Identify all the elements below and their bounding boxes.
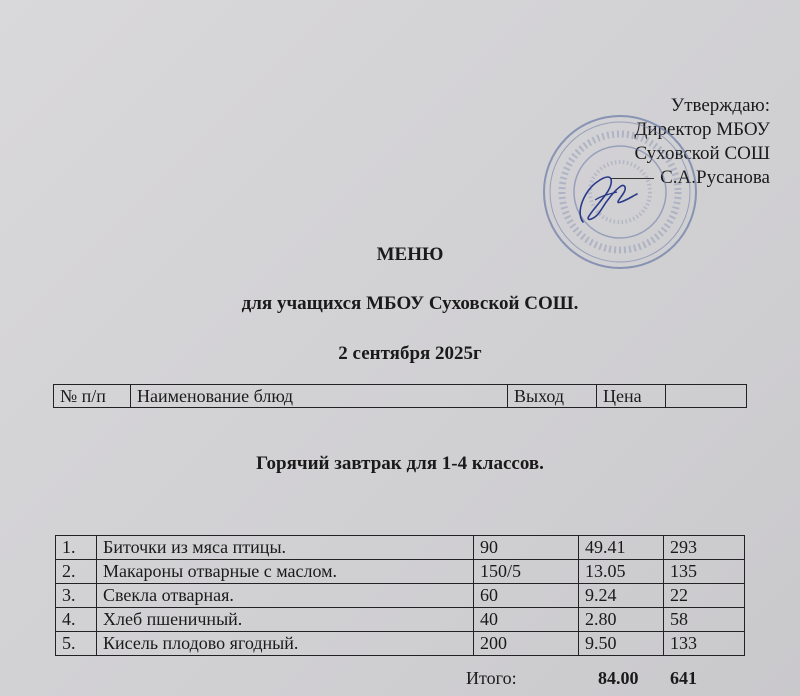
item-num: 4. — [56, 608, 97, 632]
item-price: 2.80 — [579, 608, 664, 632]
item-price: 13.05 — [579, 560, 664, 584]
document-title: МЕНЮ — [376, 244, 444, 265]
item-price: 49.41 — [579, 536, 664, 560]
table-row — [56, 536, 745, 560]
item-yield: 60 — [474, 584, 579, 608]
approval-line-1: Утверждаю: — [670, 95, 770, 116]
approval-line-2: Директор МБОУ — [634, 119, 770, 140]
item-kcal: 58 — [664, 608, 745, 632]
item-num: 3. — [56, 584, 97, 608]
approval-line-3: Суховской СОШ — [634, 143, 770, 164]
item-price: 9.24 — [579, 584, 664, 608]
item-num: 1. — [56, 536, 97, 560]
item-name: Хлеб пшеничный. — [97, 608, 474, 632]
signature-icon — [565, 160, 645, 230]
header-num: № п/п — [54, 385, 131, 408]
table-row — [56, 632, 745, 656]
item-yield: 90 — [474, 536, 579, 560]
total-label: Итого: — [466, 668, 517, 688]
item-name: Кисель плодово ягодный. — [97, 632, 474, 656]
section-title: Горячий завтрак для 1-4 классов. — [256, 453, 544, 474]
menu-items-table — [55, 535, 745, 656]
item-name: Макароны отварные с маслом. — [97, 560, 474, 584]
header-name: Наименование блюд — [131, 385, 508, 408]
item-kcal: 293 — [664, 536, 745, 560]
item-num: 5. — [56, 632, 97, 656]
header-row — [54, 385, 747, 408]
item-price: 9.50 — [579, 632, 664, 656]
item-name: Свекла отварная. — [97, 584, 474, 608]
total-kcal: 641 — [670, 668, 697, 688]
item-yield: 200 — [474, 632, 579, 656]
item-yield: 40 — [474, 608, 579, 632]
item-yield: 150/5 — [474, 560, 579, 584]
menu-header-table — [53, 384, 747, 408]
document-date: 2 сентября 2025г — [338, 343, 482, 364]
approval-signer: С.А.Русанова — [660, 167, 770, 188]
item-num: 2. — [56, 560, 97, 584]
table-row — [56, 608, 745, 632]
header-yield: Выход — [508, 385, 597, 408]
document-subtitle: для учащихся МБОУ Суховской СОШ. — [241, 293, 579, 314]
item-kcal: 135 — [664, 560, 745, 584]
total-price: 84.00 — [598, 668, 639, 688]
item-name: Биточки из мяса птицы. — [97, 536, 474, 560]
header-extra — [666, 385, 747, 408]
table-row — [56, 560, 745, 584]
table-row — [56, 584, 745, 608]
item-kcal: 22 — [664, 584, 745, 608]
header-price: Цена — [597, 385, 666, 408]
item-kcal: 133 — [664, 632, 745, 656]
